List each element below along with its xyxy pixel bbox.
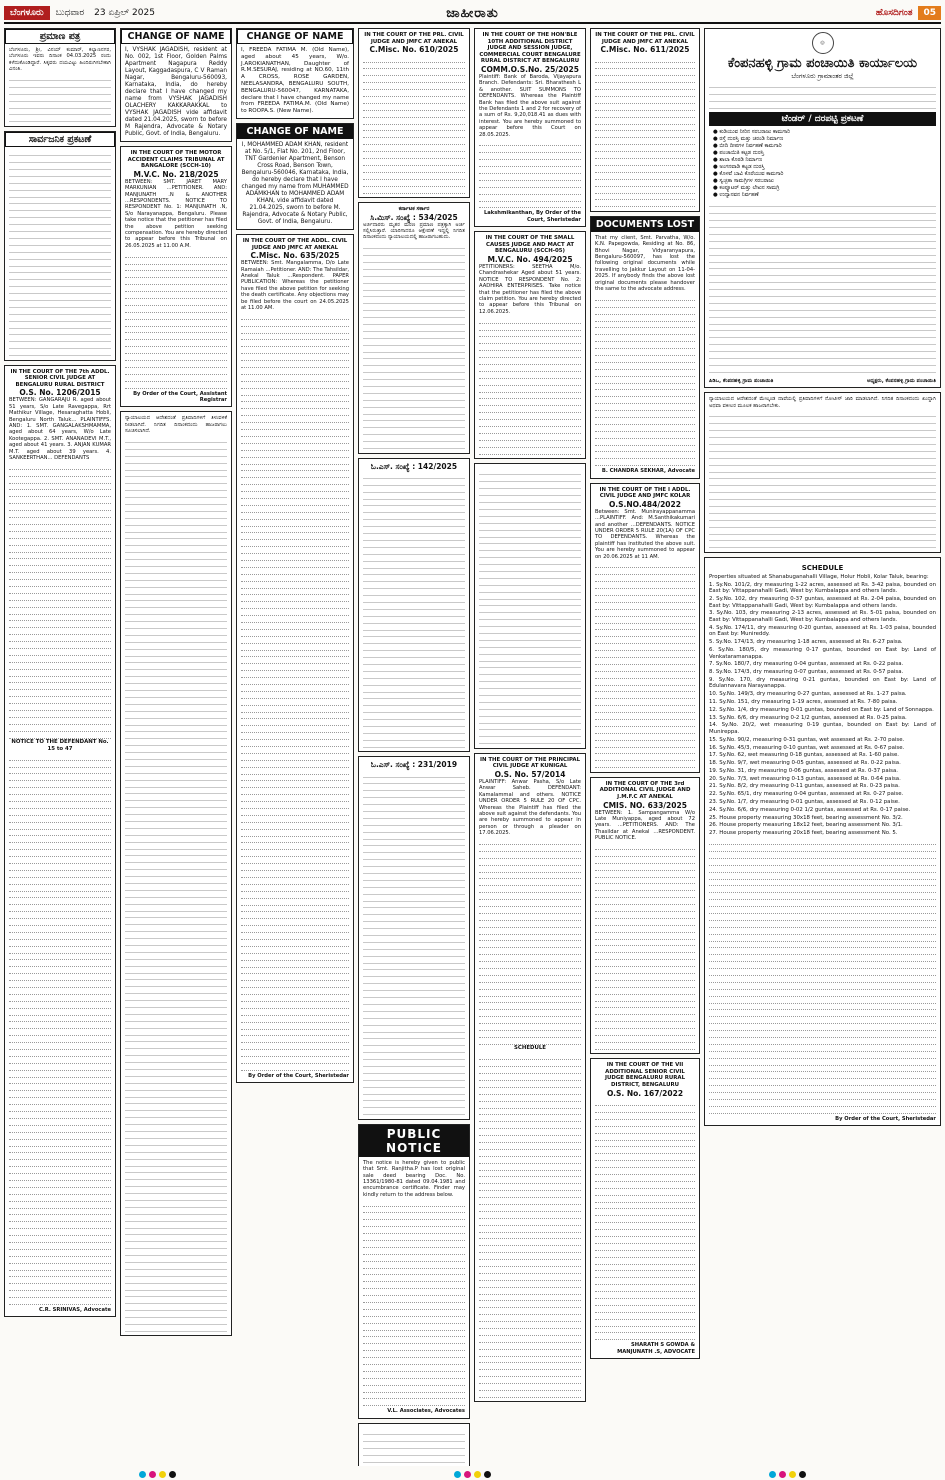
text-lines xyxy=(479,317,581,454)
text-lines xyxy=(9,150,111,356)
column-7 xyxy=(704,28,941,1466)
kannada-cmisc-534 xyxy=(358,202,470,454)
column-2 xyxy=(120,28,232,1466)
text-lines xyxy=(709,82,936,109)
newspaper-brand: ಹೊಸದಿಗಂತ xyxy=(875,8,913,18)
case-number: CMIS. NO. 633/2025 xyxy=(603,800,687,810)
schedule-item: 10. Sy.No. 149/3, dry measuring 0-27 guntas, assessed at Rs. 1-27 paisa. xyxy=(709,691,907,698)
schedule-item: 19. Sy.No. 31, dry measuring 0-06 guntas, assessed at Rs. 0-37 paisa. xyxy=(709,767,898,774)
case-body: Between: Smt. Munirayappanamma ...PLAINTIFF. And: M.Santhikakumari and another ...DEFENDANTS. NOTICE UNDER ORDER 5 RULE 20(1A) OF CPC TO DEFENDANTS. Whereas the plaintiff has instituted the above suit. You are hereby summoned to appear on 20.06.2025 at 11 AM. xyxy=(595,508,695,560)
kannada-notice-col5 xyxy=(474,463,586,749)
text-lines xyxy=(595,562,695,768)
registration-marks-center xyxy=(454,1471,491,1478)
property-schedule xyxy=(704,557,941,1126)
city-badge: ಬೆಂಗಳೂರು xyxy=(4,6,50,20)
court-title: IN THE COURT OF THE HON'BLE 10TH ADDITIONAL DISTRICT JUDGE AND SESSION JUDGE, COMMERCIAL COURT BENGALURE RURAL DISTRICT AT BENGALURU xyxy=(479,32,581,65)
schedule-item: 3. Sy.No. 103, dry measuring 2-13 acres, assessed at Rs. 5-01 paisa, bounded on East by: Vittappanahalli Gadi, West by: Kumbalappa and others lands. xyxy=(709,610,936,623)
case-number: C.Misc. No. 635/2025 xyxy=(250,251,340,261)
column-3 xyxy=(236,28,354,1466)
tender-item: ● ಸ್ವಚ್ಛತಾ ಸಾಮಗ್ರಿಗಳ ಸರಬರಾಜು xyxy=(713,178,936,185)
schedule-item: 5. Sy.No. 174/13, dry measuring 1-18 acres, assessed at Rs. 6-27 paisa. xyxy=(709,639,903,646)
text-lines xyxy=(363,243,465,449)
column-4 xyxy=(358,28,470,1466)
schedule-item: 17. Sy.No. 62, wet measuring 0-18 guntas, assessed at Rs. 1-60 paise. xyxy=(709,752,899,759)
text-lines xyxy=(9,754,111,1305)
schedule-item: 27. House property measuring 20x18 feet, bearing assessment No. 5. xyxy=(709,830,898,837)
schedule-item: 15. Sy.No. 90/2, measuring 0-31 guntas, wet assessed at Rs. 2-70 paise. xyxy=(709,736,905,743)
advocate-signature: C.R. SRINIVAS, Advocate xyxy=(38,1306,111,1313)
kannada-title: ಕರ್ನಾಟಕ ಸರ್ಕಾರ xyxy=(398,206,430,212)
section-title: ಜಾಹೀರಾತು xyxy=(446,5,499,21)
documents-lost-body: That my client, Smt. Parvatha, W/o. K.N. Papegowda, Residing at No. 86, Bhovi Nagar, Vidyaranyapura, Bengaluru-560097, has lost the following original documents while travelling to Jakkur Layout on 11-04-2025. If anybody finds the above lost original documents please handover the same to the advocate address. xyxy=(595,234,695,293)
schedule-item: 9. Sy.No. 170, dry measuring 0-21 guntas, bounded on East by: Land of Edulannavara Narayanappa. xyxy=(709,676,936,690)
commercial-court-notice xyxy=(474,28,586,227)
schedule-item: 18. Sy.No. 9/7, wet measuring 0-05 guntas, assessed at Rs. 0-22 paisa. xyxy=(709,760,901,767)
column-6 xyxy=(590,28,700,1466)
text-lines xyxy=(479,140,581,208)
date-label: 23 ಏಪ್ರಿಲ್ 2025 xyxy=(94,8,155,18)
column-1 xyxy=(4,28,116,1466)
gram-panchayat-tender xyxy=(704,28,941,388)
schedule-item: 24. Sy.No. 6/6, dry measuring 0-02 1/2 guntas, assessed at Rs. 0-17 paise. xyxy=(709,806,911,813)
yellow-dot-icon xyxy=(474,1471,481,1478)
masthead-left xyxy=(4,6,334,20)
public-notice-kn xyxy=(4,131,116,361)
kannada-body: ಅರ್ಜಿದಾರರು ಮೃತರ ಮರಣ ಪ್ರಮಾಣ ಪತ್ರಕ್ಕಾಗಿ ಅರ್ಜಿ ಸಲ್ಲಿಸಿರುತ್ತಾರೆ. ಯಾರಿಗಾದರೂ ಆಕ್ಷೇಪಣೆ ಇದ್ದಲ್ಲಿ ನಿಗದಿತ ದಿನಾಂಕದಂದು ನ್ಯಾಯಾಲಯದಲ್ಲಿ ಹಾಜರಾಗಬಹುದು. xyxy=(363,221,465,241)
schedule-item: 25. House property measuring 30x18 feet, bearing assessment No. 3/2. xyxy=(709,814,903,821)
tender-item: ● ಕೊಳವೆ ಬಾವಿ ಕೊರೆಯುವ ಕಾಮಗಾರಿ xyxy=(713,171,936,178)
kannada-court-summons xyxy=(704,392,941,553)
change-of-name-heading: CHANGE OF NAME xyxy=(121,29,231,44)
schedule-item: 12. Sy.No. 1/4, dry measuring 0-01 guntas, bounded on East by: Land of Sonnappa. xyxy=(709,706,934,713)
kannada-os-142 xyxy=(358,458,470,753)
mact-notice xyxy=(120,146,232,407)
case-body: BETWEEN: 1. Sampangamma W/o Late Muniyappa, aged about 72 years. ...PETITIONERS. AND: The Thasildar at Anekal ...RESPONDENT. PUBLIC NOTICE. xyxy=(595,809,695,842)
yellow-dot-icon xyxy=(159,1471,166,1478)
case-body: BETWEEN: SMT. JARET MARY MARKUNIAN ...PETITIONER. AND: MANJUNATH .N & ANOTHER ...RESPONDENTS. NOTICE TO RESPONDENT No. 1: MANJUNATH .N, S/o Narayanappa, Bengaluru. Please take notice that the petitioner has filed the above petition seeking compensation. You are hereby directed to appear before this Tribunal on 26.05.2025 at 11.00 A.M. xyxy=(125,178,227,249)
change-of-name-vyshak xyxy=(120,28,232,142)
court-title: IN THE COURT OF THE MOTOR ACCIDENT CLAIMS TRIBUNAL AT BANGALORE (SCCH-10) xyxy=(127,150,225,170)
tender-item: ● ಶಾಲಾ ಕೊಠಡಿ ನಿರ್ಮಾಣ xyxy=(713,157,936,164)
case-number: O.S. No. 1206/2015 xyxy=(19,388,101,398)
text-lines xyxy=(709,411,936,548)
case-number: O.S.NO.484/2022 xyxy=(609,499,681,509)
text-lines xyxy=(479,839,581,1045)
case-body: BETWEEN: GANGARAJU R. aged about 51 years, S/o Late Ravegappa, Rrt Mathikur Village, Hesaraghatta Hobli, Bengaluru North Taluk... PLAINTIFFS. AND: 1. SMT. GANGALAKSHMAMMA, aged about 64 years, W/o Late Kootegappa. 2. SMT. ANANADEVI M.T., aged about 41 years. 3. ANJAN KUMAR M.T. aged about 39 years. 4. SANKEERTHAN... DEFENDANTS xyxy=(9,397,111,462)
case-body: BETWEEN: Smt. Mangalamma, D/o Late Ramaiah ...Petitioner. AND: The Tahsildar, Anekal Taluk ...Respondent. PAPER PUBLICATION: Whereas the petitioner have filed the above petition for seeking the death certificate. Any objections may be filed before the court on 24.05.2025 at 11.00 AM. xyxy=(241,260,349,311)
public-notice-body: The notice is hereby given to public that Smt. Ranjitha.P has lost original sale deed bearing Doc. No. 13361/1980-81 dated 09.04.1981 and encumbrance certificate. Finder may kindly return to the address below. xyxy=(363,1159,465,1198)
case-number: C.Misc. No. 610/2025 xyxy=(369,45,459,55)
advocate-signature: SHARATH S GOWDA & MANJUNATH .S, ADVOCATE xyxy=(617,1342,695,1355)
change-of-name-heading: CHANGE OF NAME xyxy=(237,124,353,139)
schedule-item: 22. Sy.No. 65/1, dry measuring 0-04 guntas, assessed at Rs. 0-27 paise. xyxy=(709,791,904,798)
court-signature: By Order of the Court, Assistant Registrar xyxy=(133,390,227,403)
cyan-dot-icon xyxy=(454,1471,461,1478)
tender-item: ● ರಸ್ತೆ ದುರಸ್ತಿ ಮತ್ತು ಚರಂಡಿ ನಿರ್ಮಾಣ xyxy=(713,136,936,143)
case-body: PETITIONERS: SEETHA M/o. Chandrashekar Aged about 51 years. NOTICE TO RESPONDENT No. 2: AADHIRA ENTERPRISES. Take notice that the petitioner has filed the above claim petition. You are hereby directed to appear before this Tribunal on 12.06.2025. xyxy=(479,264,581,315)
text-lines xyxy=(125,251,227,388)
court-title: IN THE COURT OF THE PRINCIPAL CIVIL JUDGE AT KUNIGAL xyxy=(479,756,581,770)
tender-item: ● ಕುಡಿಯುವ ನೀರಿನ ಸರಬರಾಜು ಕಾಮಗಾರಿ xyxy=(713,129,936,136)
documents-lost-notice xyxy=(590,216,700,479)
case-number: C.Misc. No. 611/2025 xyxy=(600,45,690,55)
small-causes-mvc-494 xyxy=(474,231,586,459)
text-lines xyxy=(363,771,465,1115)
court-title: IN THE COURT OF THE VII ADDITIONAL SENIOR CIVIL JUDGE BENGALURU RURAL DISTRICT, BENGALURU xyxy=(604,1062,686,1089)
change-of-name-body: I, MOHAMMED ADAM KHAN, resident at No. 5/1, Flat No. 201, 2nd Floor, TNT Gardenier Apartment, Benson Cross Road, Benson Town, Bengaluru-560046, Karnataka, India, do hereby declare that I have changed my name from MUHAMMED ADAMKHAN to MOHAMMED ADAM KHAN, vide affidavit dated 21.04.2025, sworn to before M. Rajendra, Advocate & Notary Public, Govt. of India, Bengaluru. xyxy=(241,141,349,225)
text-lines xyxy=(363,56,465,193)
schedule-list xyxy=(709,574,936,837)
case-number: ಓ.ಎಸ್. ಸಂಖ್ಯೆ : 142/2025 xyxy=(370,461,458,471)
public-notice-lost-deed xyxy=(358,1124,470,1419)
panchayat-title: ಕೆಂಪನಹಳ್ಳಿ ಗ್ರಾಮ ಪಂಚಾಯಿತಿ ಕಾರ್ಯಾಲಯ xyxy=(727,56,918,71)
schedule-item: 8. Sy.No. 174/3, dry measuring 0-07 guntas, assessed at Rs. 0-57 paisa. xyxy=(709,669,904,676)
schedule-item: 26. House property measuring 18x12 feet, bearing assessment No. 3/1. xyxy=(709,822,903,829)
text-lines xyxy=(709,839,936,1114)
magenta-dot-icon xyxy=(464,1471,471,1478)
magenta-dot-icon xyxy=(149,1471,156,1478)
pdo-signature: ಪಿಡಿಒ, ಕೆಂಪನಹಳ್ಳಿ ಗ್ರಾಮ ಪಂಚಾಯಿತಿ xyxy=(709,377,774,384)
schedule-item: 4. Sy.No. 174/11, dry measuring 0-20 guntas, assessed at Rs. 1-03 paisa, bounded on East by: Munireddy. xyxy=(709,624,936,638)
case-number: COMM.O.S.No. 25/2025 xyxy=(481,64,579,74)
kannada-os-231 xyxy=(358,756,470,1120)
change-of-name-body: I, VYSHAK JAGADISH, resident at No. 002, 1st Floor, Golden Palms Apartment Nagapura Reddy Layout, Kaggadaspura, C V Raman Nagar, Bengaluru-560093, Karnataka, India, do hereby declare that I have changed my name from VYSHAK JAGADISH OLACHERY KAKKARAKKAL to VYSHAK JAGADISH vide affidavit dated 21.04.2025, sworn to before M Rajendra, Advocate & Notary Public, Govt. of India, Bengaluru. xyxy=(125,47,227,137)
schedule-item: 16. Sy.No. 45/3, measuring 0-10 guntas, wet assessed at Rs. 0-67 paise. xyxy=(709,744,905,751)
text-lines xyxy=(479,1054,581,1398)
civil-court-cmisc-610 xyxy=(358,28,470,198)
court-title: IN THE COURT OF THE I ADDL. CIVIL JUDGE AND JMFC KOLAR xyxy=(599,486,691,500)
tender-item: ● ಅಂಗನವಾಡಿ ಕಟ್ಟಡ ದುರಸ್ತಿ xyxy=(713,164,936,171)
tender-heading: ಟೆಂಡರ್ / ದರಪಟ್ಟಿ ಪ್ರಕಟಣೆ xyxy=(709,112,936,126)
court-signature: Lakshmikanthan, By Order of the Court, Sheristedar xyxy=(483,210,581,223)
kannada-notice-body: ನ್ಯಾಯಾಲಯದ ಆದೇಶದಂತೆ ಪ್ರತಿವಾದಿಗಳಿಗೆ ತಿಳುವಳಿಕೆ ನೀಡಲಾಗಿದೆ. ನಿಗದಿತ ದಿನಾಂಕದಂದು ಹಾಜರಾಗಲು ಸೂಚಿಸಲಾಗಿದೆ. xyxy=(125,415,227,435)
registration-marks-right xyxy=(769,1471,806,1478)
schedule-item: 14. Sy.No. 20/2, wet measuring 0-19 guntas, bounded on East by: Land of Munireppa. xyxy=(709,722,936,735)
change-of-name-adam-khan xyxy=(236,123,354,230)
text-lines xyxy=(241,313,349,1070)
black-dot-icon xyxy=(169,1471,176,1478)
schedule-item: 2. Sy.No. 102, dry measuring 0-37 guntas, assessed at Rs. 2-04 paisa, bounded on East by: Vittappanahalli Gadi, West by: Kumbalappa and others lands. xyxy=(709,596,936,609)
court-signature: By Order of the Court, Sheristedar xyxy=(835,1115,936,1122)
text-lines xyxy=(595,844,695,1050)
court-title: IN THE COURT OF THE PRL. CIVIL JUDGE AND JMFC AT ANEKAL xyxy=(364,32,464,45)
case-number: ಸಿ.ಮಿಸ್. ಸಂಖ್ಯೆ : 534/2025 xyxy=(370,212,458,222)
case-number: O.S. No. 167/2022 xyxy=(606,1088,684,1098)
case-body: PLAINTIFF: Anwar Pasha, S/o Late Anwar Saheb. DEFENDANT: Kamalammal and others. NOTICE UNDER ORDER 5 RULE 20 OF CPC. Whereas the Plaintiff has filed the above suit against the defendants. You are hereby summoned to appear in person or through a pleader on 17.06.2025. xyxy=(479,778,581,837)
tender-item: ● ಕಂಪ್ಯೂಟರ್ ಮತ್ತು ಲೇಖನ ಸಾಮಗ್ರಿ xyxy=(713,185,936,192)
text-lines xyxy=(479,469,581,744)
text-lines xyxy=(595,56,695,207)
text-lines xyxy=(9,463,111,738)
kunigal-court-os-57 xyxy=(474,753,586,1403)
civil-court-cmisc-635 xyxy=(236,234,354,1083)
cyan-dot-icon xyxy=(139,1471,146,1478)
affidavit-notice xyxy=(4,28,116,127)
affidavit-text: ಬೆಂಗಳೂರು, ಶ್ರೀ, ವಿನಯ್ ಕುಮಾರ್, ಕಲ್ಯಾಣನಗರ, ಬೆಂಗಳೂರು ಇವರು ದಿನಾಂಕ 04.03.2025 ರಂದು ಕಳೆದುಕೊಂಡಿದ್ದಾರೆ. ಸಿಕ್ಕವರು ದಯವಿಟ್ಟು ಹಿಂದಿರುಗಿಸಬೇಕಾಗಿ ವಿನಂತಿ. xyxy=(9,47,111,73)
court-title: IN THE COURT OF THE SMALL CAUSES JUDGE AND MACT AT BENGALURU (SCCH-05) xyxy=(485,235,575,255)
court-title: IN THE COURT OF THE PRL. CIVIL JUDGE AND JMFC AT ANEKAL xyxy=(595,32,695,45)
case-number: M.V.C. No. 494/2025 xyxy=(487,255,573,265)
magenta-dot-icon xyxy=(779,1471,786,1478)
public-notice-heading: PUBLIC NOTICE xyxy=(359,1125,469,1157)
change-of-name-heading: CHANGE OF NAME xyxy=(237,29,353,44)
notice-subtitle: NOTICE TO THE DEFENDANT No. 15 to 47 xyxy=(11,739,109,752)
kannada-summons-body: ನ್ಯಾಯಾಲಯದ ಆದೇಶದಂತೆ ಮೇಲ್ಕಂಡ ದಾವೆಯಲ್ಲಿ ಪ್ರತಿವಾದಿಗಳಿಗೆ ನೋಟೀಸ್ ಜಾರಿ ಮಾಡಲಾಗಿದೆ. ನಿಗದಿತ ದಿನಾಂಕದಂದು ಖುದ್ದಾಗಿ ಅಥವಾ ವಕೀಲರ ಮೂಲಕ ಹಾಜರಾಗಬೇಕು. xyxy=(709,396,936,409)
text-lines xyxy=(9,75,111,123)
court-title: IN THE COURT OF THE 3rd ADDITIONAL CIVIL JUDGE AND J.M.F.C AT ANEKAL xyxy=(599,780,691,800)
text-lines xyxy=(595,1100,695,1341)
anekal-court-cmis-633 xyxy=(590,777,700,1055)
schedule-item: 20. Sy.No. 7/3, wet measuring 0-13 guntas, assessed at Rs. 0-64 paisa. xyxy=(709,775,901,782)
column-5 xyxy=(474,28,586,1466)
day-label: ಬುಧವಾರ xyxy=(55,8,85,18)
text-lines xyxy=(595,294,695,466)
schedule-item: 7. Sy.No. 180/7, dry measuring 0-04 guntas, assessed at Rs. 0-22 paisa. xyxy=(709,661,904,668)
masthead-right xyxy=(611,6,941,20)
change-of-name-body: I, FREEDA FATIMA M. (Old Name), aged about 45 years, W/o. J.AROKIANATHAN, Daughter of R.M.SESURAJ, residing at NO.60, 11th A CROSS, ROSE GARDEN, NEELASANDRA, BENGALURU SOUTH, BENGALURU-560047, KARNATAKA, declare that I have changed my name from FREEDA FATIMA.M. (Old Name) to ROOPA.S. (New Name). xyxy=(241,47,349,115)
schedule-heading: SCHEDULE xyxy=(513,1045,546,1052)
court-notice-os-1206 xyxy=(4,365,116,1318)
black-dot-icon xyxy=(484,1471,491,1478)
kannada-tail-notice xyxy=(358,1423,470,1466)
text-lines xyxy=(125,437,227,1332)
print-registration-strip xyxy=(0,1468,945,1480)
tender-item: ● ಪಂಚಾಯಿತಿ ಕಟ್ಟಡ ದುರಸ್ತಿ xyxy=(713,150,936,157)
schedule-heading: SCHEDULE xyxy=(801,563,844,572)
panchayat-subtitle: ಬೆಂಗಳೂರು ಗ್ರಾಮಾಂತರ ಜಿಲ್ಲೆ xyxy=(791,72,854,80)
text-lines xyxy=(363,1200,465,1406)
text-lines xyxy=(363,473,465,748)
black-dot-icon xyxy=(799,1471,806,1478)
yellow-dot-icon xyxy=(789,1471,796,1478)
kolar-court-os-484 xyxy=(590,483,700,773)
rural-court-os-167 xyxy=(590,1058,700,1359)
president-signature: ಅಧ್ಯಕ್ಷರು, ಕೆಂಪನಹಳ್ಳಿ ಗ್ರಾಮ ಪಂಚಾಯಿತಿ xyxy=(867,377,936,384)
case-number: ಓ.ಎಸ್. ಸಂಖ್ಯೆ : 231/2019 xyxy=(370,760,458,770)
public-notice-heading: ಸಾರ್ವಜನಿಕ ಪ್ರಕಟಣೆ xyxy=(5,132,115,147)
tender-item: ● ಬೀದಿ ದೀಪಗಳ ನಿರ್ವಹಣೆ ಕಾಮಗಾರಿ xyxy=(713,143,936,150)
advocate-signature: B. CHANDRA SEKHAR, Advocate xyxy=(601,468,695,475)
court-title: IN THE COURT OF THE ADDL. CIVIL JUDGE AND JMFC AT ANEKAL xyxy=(242,237,348,251)
advocate-signature: V.L. Associates, Advocates xyxy=(387,1408,465,1415)
tender-item: ● ಉದ್ಯಾನವನ ನಿರ್ವಹಣೆ xyxy=(713,192,936,199)
case-body: Plaintiff: Bank of Baroda, Vijayapura Branch. Defendants: Sri. Bharathesh L & another. SUIT SUMMONS TO DEFENDANTS. Whereas the Plaintiff Bank has filed the above suit against the Defendants 1 and 2 for recovery of a sum of Rs. 9,20,018.41 as dues with interest. You are hereby summoned to appear before this Court on 28.05.2025. xyxy=(479,73,581,138)
government-seal-icon: ◎ xyxy=(812,32,834,54)
text-lines xyxy=(363,1429,465,1466)
page-number: 05 xyxy=(918,6,941,20)
schedule-item: 23. Sy.No. 1/7, dry measuring 0-01 guntas, assessed at Rs. 0-12 paise. xyxy=(709,798,900,805)
case-number: O.S. No. 57/2014 xyxy=(494,769,566,779)
court-title: IN THE COURT OF THE 7th ADDL. SENIOR CIVIL JUDGE AT BENGALURU RURAL DISTRICT xyxy=(10,368,110,388)
cyan-dot-icon xyxy=(769,1471,776,1478)
schedule-item: 1. Sy.No. 101/2, dry measuring 1-22 acres, assessed at Rs. 3-42 paisa, bounded on East by: Vittappanahalli Gadi, West by: Kumbalappa and others lands. xyxy=(709,581,936,595)
court-signature: By Order of the Court, Sheristedar xyxy=(248,1072,349,1079)
registration-marks-left xyxy=(139,1471,176,1478)
schedule-item: Properties situated at Shanabuganahalli Village, Holur Hobli, Kolar Taluk, bearing: xyxy=(709,573,929,580)
change-of-name-freeda xyxy=(236,28,354,119)
documents-lost-heading: DOCUMENTS LOST xyxy=(591,217,699,232)
schedule-item: 13. Sy.No. 6/6, dry measuring 0-2 1/2 guntas, assessed at Rs. 0-25 paisa. xyxy=(709,714,907,721)
schedule-item: 6. Sy.No. 180/5, dry measuring 0-17 guntas, bounded on East by: Land of Venkataramanappa. xyxy=(709,646,936,660)
tender-signatures xyxy=(709,376,936,384)
civil-court-cmisc-611 xyxy=(590,28,700,212)
tender-items xyxy=(709,129,936,199)
case-number: M.V.C. No. 218/2025 xyxy=(133,169,219,179)
text-lines xyxy=(709,201,936,373)
kannada-court-notice xyxy=(120,411,232,1336)
affidavit-heading: ಪ್ರಮಾಣ ಪತ್ರ xyxy=(5,29,115,44)
schedule-item: 11. Sy.No. 151, dry measuring 1-19 acres, assessed at Rs. 7-80 paisa. xyxy=(709,699,898,706)
page-masthead xyxy=(4,4,941,24)
schedule-item: 21. Sy.No. 8/2, dry measuring 0-11 guntas, assessed at Rs. 0-23 paisa. xyxy=(709,783,900,790)
